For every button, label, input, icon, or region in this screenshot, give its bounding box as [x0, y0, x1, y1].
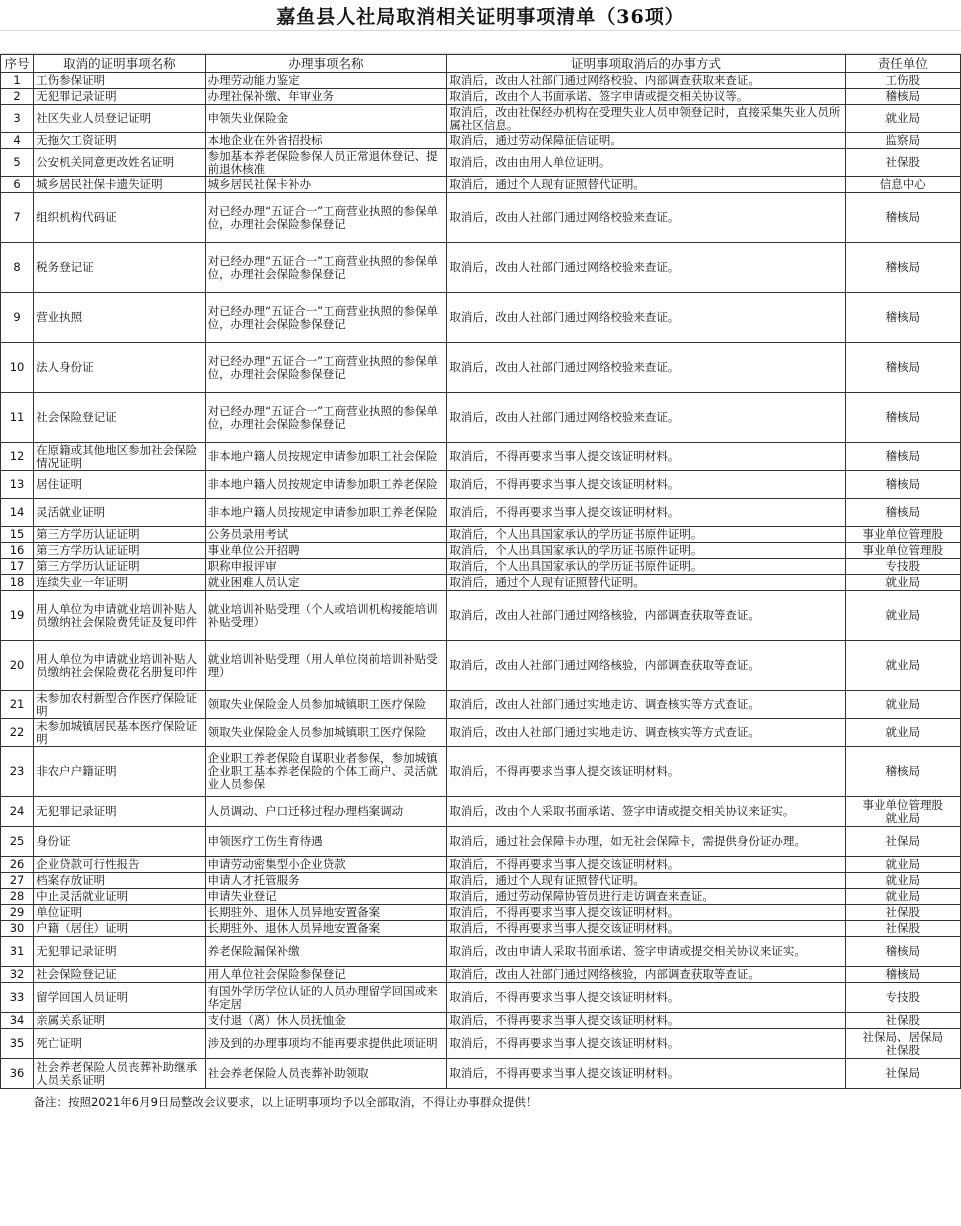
cell-no: 5 [1, 149, 34, 177]
cell-item: 申领失业保险金 [205, 105, 447, 133]
cell-dept: 社保股 [845, 905, 960, 921]
table-row [1, 193, 961, 243]
cell-dept: 稽核局 [845, 393, 960, 443]
cell-dept: 社保局、居保局 社保股 [845, 1029, 960, 1059]
header-row [1, 55, 961, 73]
cell-dept: 稽核局 [845, 471, 960, 499]
cell-dept: 专技股 [845, 983, 960, 1013]
cell-dept: 稽核局 [845, 937, 960, 967]
cell-item: 本地企业在外省招投标 [205, 133, 447, 149]
cell-dept: 就业局 [845, 889, 960, 905]
cell-item: 办理社保补缴、年审业务 [205, 89, 447, 105]
cell-cert: 营业执照 [34, 293, 206, 343]
cell-item: 长期驻外、退休人员异地安置备案 [205, 905, 447, 921]
cell-no: 19 [1, 591, 34, 641]
cell-method: 取消后，通过社会保障卡办理，如无社会保障卡，需提供身份证办理。 [447, 827, 845, 857]
cell-cert: 无拖欠工资证明 [34, 133, 206, 149]
cell-method: 取消后，改由个人书面承诺、签字申请或提交相关协议等。 [447, 89, 845, 105]
table-row [1, 89, 961, 105]
table-row [1, 967, 961, 983]
cell-dept: 信息中心 [845, 177, 960, 193]
cell-dept: 工伤股 [845, 73, 960, 89]
blank-row [0, 31, 961, 54]
cell-item: 企业职工养老保险自谋职业者参保，参加城镇企业职工基本养老保险的个体工商户、灵活就业人员参保 [205, 747, 447, 797]
cell-method: 取消后，通过个人现有证照替代证明。 [447, 575, 845, 591]
cell-item: 职称申报评审 [205, 559, 447, 575]
cell-dept: 就业局 [845, 591, 960, 641]
cell-cert: 社会养老保险人员丧葬补助继承人员关系证明 [34, 1059, 206, 1089]
cell-method: 取消后，通过劳动保障协管员进行走访调查来查证。 [447, 889, 845, 905]
cell-cert: 亲属关系证明 [34, 1013, 206, 1029]
cell-dept: 稽核局 [845, 193, 960, 243]
cell-cert: 城乡居民社保卡遗失证明 [34, 177, 206, 193]
cell-cert: 灵活就业证明 [34, 499, 206, 527]
cell-item: 支付退（离）休人员抚恤金 [205, 1013, 447, 1029]
table-row [1, 73, 961, 89]
cell-no: 26 [1, 857, 34, 873]
cell-item: 就业培训补贴受理（个人或培训机构接能培训补贴受理） [205, 591, 447, 641]
cell-cert: 未参加城镇居民基本医疗保险证明 [34, 719, 206, 747]
cell-cert: 社区失业人员登记证明 [34, 105, 206, 133]
cell-cert: 法人身份证 [34, 343, 206, 393]
cell-no: 4 [1, 133, 34, 149]
table-row [1, 719, 961, 747]
cell-cert: 无犯罪记录证明 [34, 89, 206, 105]
table-row [1, 105, 961, 133]
cell-cert: 未参加农村新型合作医疗保险证明 [34, 691, 206, 719]
cell-dept: 稽核局 [845, 243, 960, 293]
cell-dept: 事业单位管理股 [845, 527, 960, 543]
cell-cert: 公安机关同意更改姓名证明 [34, 149, 206, 177]
cell-cert: 用人单位为申请就业培训补贴人员缴纳社会保险费凭证及复印件 [34, 591, 206, 641]
cell-item: 用人单位社会保险参保登记 [205, 967, 447, 983]
table-row [1, 177, 961, 193]
cell-no: 29 [1, 905, 34, 921]
cell-method: 取消后，改由申请人采取书面承诺、签字申请或提交相关协议来证实。 [447, 937, 845, 967]
cell-cert: 无犯罪记录证明 [34, 797, 206, 827]
cell-method: 取消后，不得再要求当事人提交该证明材料。 [447, 983, 845, 1013]
cell-item: 有国外学历学位认证的人员办理留学回国或来华定居 [205, 983, 447, 1013]
cell-dept: 就业局 [845, 105, 960, 133]
table-row [1, 873, 961, 889]
cell-cert: 第三方学历认证证明 [34, 559, 206, 575]
cell-dept: 稽核局 [845, 443, 960, 471]
cell-method: 取消后，改由人社部门通过网络校验来查证。 [447, 193, 845, 243]
cell-cert: 组织机构代码证 [34, 193, 206, 243]
cell-dept: 事业单位管理股 [845, 543, 960, 559]
cell-cert: 无犯罪记录证明 [34, 937, 206, 967]
cell-method: 取消后，改由人社部门通过网络校验来查证。 [447, 343, 845, 393]
cell-no: 1 [1, 73, 34, 89]
cell-method: 取消后，通过劳动保障征信证明。 [447, 133, 845, 149]
cell-item: 领取失业保险金人员参加城镇职工医疗保险 [205, 691, 447, 719]
table-row [1, 543, 961, 559]
table-row [1, 559, 961, 575]
cell-method: 取消后，个人出具国家承认的学历证书原件证明。 [447, 559, 845, 575]
table-row [1, 243, 961, 293]
cell-cert: 留学回国人员证明 [34, 983, 206, 1013]
cell-method: 取消后，不得再要求当事人提交该证明材料。 [447, 905, 845, 921]
cell-item: 对已经办理“五证合一”工商营业执照的参保单位，办理社会保险参保登记 [205, 193, 447, 243]
cell-cert: 中止灵活就业证明 [34, 889, 206, 905]
cell-no: 16 [1, 543, 34, 559]
cell-dept: 事业单位管理股 就业局 [845, 797, 960, 827]
cell-dept: 社保股 [845, 921, 960, 937]
table-row [1, 471, 961, 499]
table-row [1, 691, 961, 719]
cell-cert: 死亡证明 [34, 1029, 206, 1059]
cell-method: 取消后，不得再要求当事人提交该证明材料。 [447, 747, 845, 797]
table-row [1, 1059, 961, 1089]
table-row [1, 797, 961, 827]
table-row [1, 905, 961, 921]
cell-item: 对已经办理“五证合一”工商营业执照的参保单位，办理社会保险参保登记 [205, 343, 447, 393]
cell-item: 就业培训补贴受理（用人单位岗前培训补贴受理） [205, 641, 447, 691]
cell-no: 14 [1, 499, 34, 527]
cell-dept: 就业局 [845, 857, 960, 873]
cell-method: 取消后，不得再要求当事人提交该证明材料。 [447, 857, 845, 873]
cell-no: 3 [1, 105, 34, 133]
cell-no: 21 [1, 691, 34, 719]
cell-cert: 社会保险登记证 [34, 967, 206, 983]
cell-no: 35 [1, 1029, 34, 1059]
cell-cert: 企业贷款可行性报告 [34, 857, 206, 873]
cell-item: 办理劳动能力鉴定 [205, 73, 447, 89]
cell-method: 取消后，改由人社部门通过网络核验，内部调查获取等查证。 [447, 641, 845, 691]
cell-method: 取消后，不得再要求当事人提交该证明材料。 [447, 499, 845, 527]
cell-no: 9 [1, 293, 34, 343]
cell-item: 非本地户籍人员按规定申请参加职工养老保险 [205, 499, 447, 527]
cell-cert: 税务登记证 [34, 243, 206, 293]
cell-item: 非本地户籍人员按规定申请参加职工养老保险 [205, 471, 447, 499]
cell-item: 非本地户籍人员按规定申请参加职工社会保险 [205, 443, 447, 471]
table-row [1, 443, 961, 471]
cell-no: 33 [1, 983, 34, 1013]
cell-dept: 社保局 [845, 827, 960, 857]
cell-method: 取消后，改由人社部门通过实地走访、调查核实等方式查证。 [447, 719, 845, 747]
header-method: 证明事项取消后的办事方式 [447, 55, 845, 73]
cell-method: 取消后，改由社保经办机构在受理失业人员申领登记时，直接采集失业人员所属社区信息。 [447, 105, 845, 133]
cell-method: 取消后，个人出具国家承认的学历证书原件证明。 [447, 527, 845, 543]
cell-method: 取消后，通过个人现有证照替代证明。 [447, 177, 845, 193]
table-row [1, 857, 961, 873]
cell-dept: 社保局 [845, 1059, 960, 1089]
cell-dept: 就业局 [845, 691, 960, 719]
note-row [1, 1089, 961, 1116]
certificate-table [0, 54, 961, 1115]
cell-no: 34 [1, 1013, 34, 1029]
header-cert: 取消的证明事项名称 [34, 55, 206, 73]
cell-cert: 社会保险登记证 [34, 393, 206, 443]
cell-no: 28 [1, 889, 34, 905]
cell-item: 长期驻外、退休人员异地安置备案 [205, 921, 447, 937]
cell-item: 就业困难人员认定 [205, 575, 447, 591]
cell-method: 取消后，不得再要求当事人提交该证明材料。 [447, 471, 845, 499]
cell-no: 12 [1, 443, 34, 471]
cell-dept: 社保股 [845, 1013, 960, 1029]
cell-item: 参加基本养老保险参保人员正常退休登记、提前退休核准 [205, 149, 447, 177]
cell-item: 申领医疗工伤生育待遇 [205, 827, 447, 857]
table-row [1, 937, 961, 967]
cell-no: 15 [1, 527, 34, 543]
cell-method: 取消后，改由人社部门通过网络校验来查证。 [447, 393, 845, 443]
cell-no: 7 [1, 193, 34, 243]
cell-dept: 专技股 [845, 559, 960, 575]
table-row [1, 343, 961, 393]
cell-dept: 就业局 [845, 719, 960, 747]
cell-dept: 稽核局 [845, 967, 960, 983]
cell-item: 申请失业登记 [205, 889, 447, 905]
cell-no: 25 [1, 827, 34, 857]
cell-item: 领取失业保险金人员参加城镇职工医疗保险 [205, 719, 447, 747]
cell-cert: 连续失业一年证明 [34, 575, 206, 591]
table-row [1, 1013, 961, 1029]
cell-no: 23 [1, 747, 34, 797]
cell-method: 取消后，个人出具国家承认的学历证书原件证明。 [447, 543, 845, 559]
cell-item: 人员调动、户口迁移过程办理档案调动 [205, 797, 447, 827]
title-row [0, 0, 961, 31]
table-row [1, 921, 961, 937]
cell-item: 城乡居民社保卡补办 [205, 177, 447, 193]
cell-no: 36 [1, 1059, 34, 1089]
cell-cert: 用人单位为申请就业培训补贴人员缴纳社会保险费花名册复印件 [34, 641, 206, 691]
table-row [1, 499, 961, 527]
page-title: 嘉鱼县人社局取消相关证明事项清单（36项） [276, 5, 685, 28]
cell-cert: 档案存放证明 [34, 873, 206, 889]
table-row [1, 641, 961, 691]
cell-method: 取消后，不得再要求当事人提交该证明材料。 [447, 1059, 845, 1089]
cell-item: 申请人才托管服务 [205, 873, 447, 889]
cell-no: 8 [1, 243, 34, 293]
cell-method: 取消后，不得再要求当事人提交该证明材料。 [447, 1029, 845, 1059]
cell-no: 18 [1, 575, 34, 591]
cell-item: 对已经办理“五证合一”工商营业执照的参保单位，办理社会保险参保登记 [205, 393, 447, 443]
cell-item: 公务员录用考试 [205, 527, 447, 543]
cell-method: 取消后，通过个人现有证照替代证明。 [447, 873, 845, 889]
cell-dept: 就业局 [845, 873, 960, 889]
cell-no: 17 [1, 559, 34, 575]
cell-dept: 稽核局 [845, 293, 960, 343]
cell-method: 取消后，不得再要求当事人提交该证明材料。 [447, 443, 845, 471]
cell-item: 对已经办理“五证合一”工商营业执照的参保单位，办理社会保险参保登记 [205, 243, 447, 293]
cell-cert: 非农户户籍证明 [34, 747, 206, 797]
cell-item: 涉及到的办理事项均不能再要求提供此项证明 [205, 1029, 447, 1059]
table-row [1, 827, 961, 857]
cell-dept: 监察局 [845, 133, 960, 149]
table-row [1, 1029, 961, 1059]
cell-no: 11 [1, 393, 34, 443]
cell-cert: 户籍（居住）证明 [34, 921, 206, 937]
cell-cert: 第三方学历认证证明 [34, 527, 206, 543]
cell-item: 事业单位公开招聘 [205, 543, 447, 559]
cell-cert: 在原籍或其他地区参加社会保险情况证明 [34, 443, 206, 471]
table-row [1, 293, 961, 343]
cell-dept: 稽核局 [845, 343, 960, 393]
cell-no: 22 [1, 719, 34, 747]
cell-method: 取消后，改由人社部门通过网络核验，内部调查获取等查证。 [447, 967, 845, 983]
cell-method: 取消后，改由由用人单位证明。 [447, 149, 845, 177]
cell-no: 10 [1, 343, 34, 393]
cell-no: 31 [1, 937, 34, 967]
cell-method: 取消后，不得再要求当事人提交该证明材料。 [447, 1013, 845, 1029]
cell-item: 对已经办理“五证合一”工商营业执照的参保单位，办理社会保险参保登记 [205, 293, 447, 343]
cell-method: 取消后，改由人社部门通过网络校验来查证。 [447, 243, 845, 293]
note-text: 备注：按照2021年6月9日局整改会议要求，以上证明事项均予以全部取消，不得让办事群众提供！ [33, 1094, 538, 1109]
table-row [1, 149, 961, 177]
cell-item: 社会养老保险人员丧葬补助领取 [205, 1059, 447, 1089]
header-item: 办理事项名称 [205, 55, 447, 73]
cell-dept: 稽核局 [845, 89, 960, 105]
cell-dept: 就业局 [845, 641, 960, 691]
cell-cert: 单位证明 [34, 905, 206, 921]
cell-no: 13 [1, 471, 34, 499]
table-row [1, 393, 961, 443]
cell-no: 20 [1, 641, 34, 691]
cell-no: 32 [1, 967, 34, 983]
cell-no: 24 [1, 797, 34, 827]
cell-method: 取消后，改由人社部门通过实地走访、调查核实等方式查证。 [447, 691, 845, 719]
cell-no: 2 [1, 89, 34, 105]
header-no: 序号 [1, 55, 34, 73]
cell-cert: 身份证 [34, 827, 206, 857]
table-row [1, 591, 961, 641]
table-row [1, 983, 961, 1013]
cell-dept: 稽核局 [845, 747, 960, 797]
cell-cert: 工伤参保证明 [34, 73, 206, 89]
cell-method: 取消后，改由人社部门通过网络校验、内部调查获取来查证。 [447, 73, 845, 89]
cell-item: 申请劳动密集型小企业贷款 [205, 857, 447, 873]
cell-dept: 社保股 [845, 149, 960, 177]
cell-item: 养老保险漏保补缴 [205, 937, 447, 967]
header-dept: 责任单位 [845, 55, 960, 73]
cell-method: 取消后，改由人社部门通过网络校验来查证。 [447, 293, 845, 343]
cell-no: 30 [1, 921, 34, 937]
cell-method: 取消后，不得再要求当事人提交该证明材料。 [447, 921, 845, 937]
table-row [1, 133, 961, 149]
cell-cert: 居住证明 [34, 471, 206, 499]
cell-dept: 就业局 [845, 575, 960, 591]
cell-dept: 稽核局 [845, 499, 960, 527]
table-body [1, 73, 961, 1089]
cell-method: 取消后，改由个人采取书面承诺、签字申请或提交相关协议来证实。 [447, 797, 845, 827]
cell-no: 27 [1, 873, 34, 889]
table-row [1, 889, 961, 905]
table-row [1, 747, 961, 797]
table-row [1, 527, 961, 543]
cell-cert: 第三方学历认证证明 [34, 543, 206, 559]
cell-method: 取消后，改由人社部门通过网络核验，内部调查获取等查证。 [447, 591, 845, 641]
table-row [1, 575, 961, 591]
cell-no: 6 [1, 177, 34, 193]
